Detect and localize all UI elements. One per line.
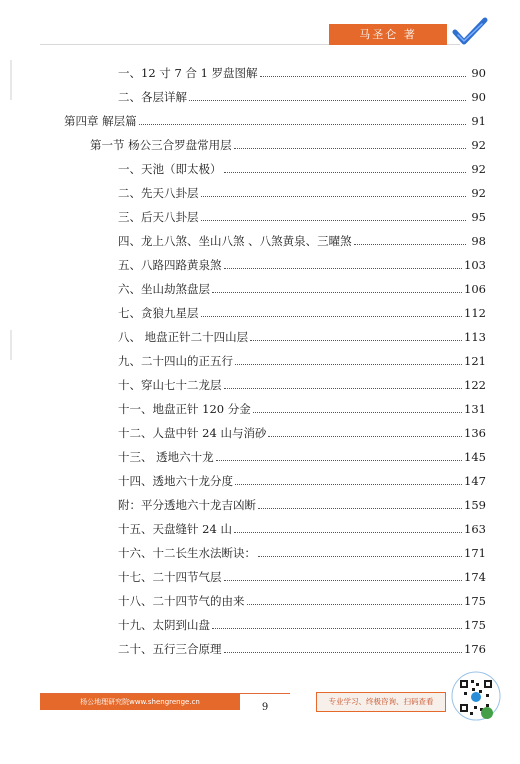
toc-entry-page: 121 xyxy=(464,354,486,368)
page-number: 9 xyxy=(261,702,269,713)
toc-entry-page: 159 xyxy=(464,498,486,512)
checkmark-logo-icon xyxy=(452,16,488,48)
toc-entry-title: 十四、透地六十龙分度 xyxy=(118,474,233,488)
toc-entry-page: 92 xyxy=(471,162,486,176)
toc-entry[interactable] xyxy=(118,520,486,538)
toc-entry-title: 十一、地盘正针 120 分金 xyxy=(118,402,251,416)
toc-entry-page: 91 xyxy=(471,114,486,128)
toc-entry[interactable] xyxy=(118,496,486,514)
toc-leader-dots xyxy=(224,387,463,389)
toc-entry-page: 176 xyxy=(464,642,486,656)
toc-leader-dots xyxy=(260,75,466,77)
toc-leader-dots xyxy=(212,291,462,293)
toc-entry-page: 90 xyxy=(471,66,486,80)
toc-leader-dots xyxy=(224,579,463,581)
toc-entry-title: 七、贪狼九星层 xyxy=(118,306,199,320)
toc-entry-title: 附：平分透地六十龙吉凶断 xyxy=(118,498,256,512)
toc-entry[interactable] xyxy=(118,184,486,202)
toc-entry-page: 113 xyxy=(464,330,486,344)
toc-leader-dots xyxy=(268,435,462,437)
toc-leader-dots xyxy=(224,171,467,173)
toc-entry[interactable] xyxy=(118,160,486,178)
scan-margin-mark xyxy=(10,330,12,360)
scan-margin-mark xyxy=(10,60,12,100)
toc-entry[interactable] xyxy=(118,640,486,658)
toc-entry[interactable] xyxy=(118,328,486,346)
footer-website-banner: 杨公地理研究院www.shengrenge.cn xyxy=(40,694,240,710)
toc-entry[interactable] xyxy=(118,424,486,442)
toc-entry[interactable] xyxy=(118,376,486,394)
toc-entry[interactable] xyxy=(118,592,486,610)
toc-leader-dots xyxy=(235,483,462,485)
toc-entry-title: 第四章 解层篇 xyxy=(64,114,137,128)
toc-entry[interactable] xyxy=(118,472,486,490)
qr-code-icon xyxy=(450,668,502,728)
toc-entry-title: 十三、 透地六十龙 xyxy=(118,450,214,464)
toc-entry[interactable] xyxy=(118,568,486,586)
toc-leader-dots xyxy=(189,99,466,101)
toc-entry-page: 106 xyxy=(464,282,486,296)
toc-entry-title: 八、 地盘正针二十四山层 xyxy=(118,330,249,344)
toc-entry-page: 131 xyxy=(464,402,486,416)
toc-leader-dots xyxy=(216,459,462,461)
toc-entry-page: 174 xyxy=(464,570,486,584)
author-tab: 马圣仑 著 xyxy=(329,24,447,45)
toc-entry-title: 十九、太阴到山盘 xyxy=(118,618,210,632)
toc-entry[interactable] xyxy=(118,208,486,226)
toc-leader-dots xyxy=(234,147,466,149)
toc-leader-dots xyxy=(258,555,462,557)
toc-entry-title: 二十、五行三合原理 xyxy=(118,642,222,656)
toc-leader-dots xyxy=(250,339,462,341)
toc-leader-dots xyxy=(247,603,463,605)
toc-entry-title: 十二、人盘中针 24 山与消砂 xyxy=(118,426,267,440)
toc-entry-title: 三、后天八卦层 xyxy=(118,210,199,224)
toc-entry-page: 90 xyxy=(471,90,486,104)
toc-entry-title: 九、二十四山的正五行 xyxy=(118,354,233,368)
toc-chapter-entry[interactable] xyxy=(64,112,486,130)
toc-entry-title: 一、天池（即太极） xyxy=(118,162,222,176)
toc-entry[interactable] xyxy=(118,280,486,298)
toc-entry-page: 175 xyxy=(464,594,486,608)
toc-leader-dots xyxy=(253,411,462,413)
toc-entry[interactable] xyxy=(118,616,486,634)
toc-entry-page: 175 xyxy=(464,618,486,632)
toc-entry-title: 五、八路四路黄泉煞 xyxy=(118,258,222,272)
toc-leader-dots xyxy=(201,219,467,221)
toc-leader-dots xyxy=(201,315,463,317)
toc-entry-title: 十七、二十四节气层 xyxy=(118,570,222,584)
toc-entry-title: 六、坐山劫煞盘层 xyxy=(118,282,210,296)
toc-entry[interactable] xyxy=(118,304,486,322)
toc-leader-dots xyxy=(201,195,467,197)
toc-leader-dots xyxy=(139,123,466,125)
toc-entry-page: 163 xyxy=(464,522,486,536)
toc-entry-page: 98 xyxy=(471,234,486,248)
toc-entry-title: 一、12 寸 7 合 1 罗盘图解 xyxy=(118,66,258,80)
toc-leader-dots xyxy=(224,267,463,269)
toc-leader-dots xyxy=(258,507,462,509)
toc-entry[interactable] xyxy=(118,448,486,466)
toc-leader-dots xyxy=(212,627,462,629)
toc-leader-dots xyxy=(235,363,462,365)
toc-entry-page: 92 xyxy=(471,186,486,200)
toc-entry-page: 171 xyxy=(464,546,486,560)
toc-entry-title: 十八、二十四节气的由来 xyxy=(118,594,245,608)
toc-entry-title: 二、先天八卦层 xyxy=(118,186,199,200)
toc-entry[interactable] xyxy=(118,352,486,370)
toc-entry-page: 92 xyxy=(471,138,486,152)
toc-section-entry[interactable] xyxy=(90,136,486,154)
toc-entry-title: 十六、十二长生水法断诀： xyxy=(118,546,256,560)
toc-entry-title: 四、龙上八煞、坐山八煞 、八煞黄泉、三曜煞 xyxy=(118,234,352,248)
toc-entry-title: 二、各层详解 xyxy=(118,90,187,104)
toc-entry-page: 95 xyxy=(471,210,486,224)
toc-entry-page: 122 xyxy=(464,378,486,392)
toc-entry[interactable] xyxy=(118,88,486,106)
toc-leader-dots xyxy=(234,531,462,533)
toc-entry-page: 103 xyxy=(464,258,486,272)
toc-entry-page: 147 xyxy=(464,474,486,488)
toc-entry-page: 112 xyxy=(464,306,486,320)
toc-leader-dots xyxy=(224,651,463,653)
toc-entry-page: 136 xyxy=(464,426,486,440)
toc-entry[interactable] xyxy=(118,64,486,82)
toc-entry[interactable] xyxy=(118,544,486,562)
toc-entry[interactable] xyxy=(118,400,486,418)
toc-entry[interactable] xyxy=(118,232,486,250)
toc-entry-title: 第一节 杨公三合罗盘常用层 xyxy=(90,138,232,152)
toc-entry-title: 十、穿山七十二龙层 xyxy=(118,378,222,392)
toc-leader-dots xyxy=(354,243,466,245)
toc-entry-title: 十五、天盘缝针 24 山 xyxy=(118,522,232,536)
footer-promo-banner: 专业学习、终极咨询、扫码查看 xyxy=(316,692,446,712)
toc-entry[interactable] xyxy=(118,256,486,274)
toc-entry-page: 145 xyxy=(464,450,486,464)
